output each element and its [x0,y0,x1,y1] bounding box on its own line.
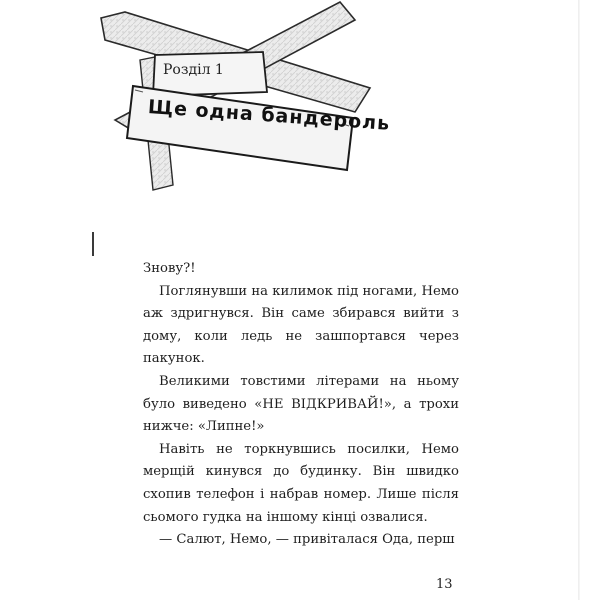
paragraph: — Салют, Немо, — привіталася Ода, перш [159,532,455,548]
chapter-label: Розділ 1 [163,62,224,78]
paragraph: Знову?! [143,261,196,276]
page-number: 13 [436,577,453,592]
paragraph: Навіть не торкнувшись посилки, Немо мерщій кинувся до будинку. Він швидко схопив телефон і набрав номер. Лише після сьомого гудка на іншому кінці озвалися. [143,441,459,525]
chapter-title: Ще одна бандероль [147,96,391,135]
chapter-body [143,258,459,552]
page-mark [92,232,94,256]
chapter-tape-illustration [85,0,385,200]
paragraph: Поглянувши на килимок під ногами, Немо аж здригнувся. Він саме збирався вийти з дому, коли ледь не зашпортався через пакунок. [143,283,459,367]
page-edge [578,0,580,600]
paragraph: Великими товстими літерами на ньому було виведено «НЕ ВІДКРИВАЙ!», а трохи нижче: «Липне!» [143,373,459,435]
